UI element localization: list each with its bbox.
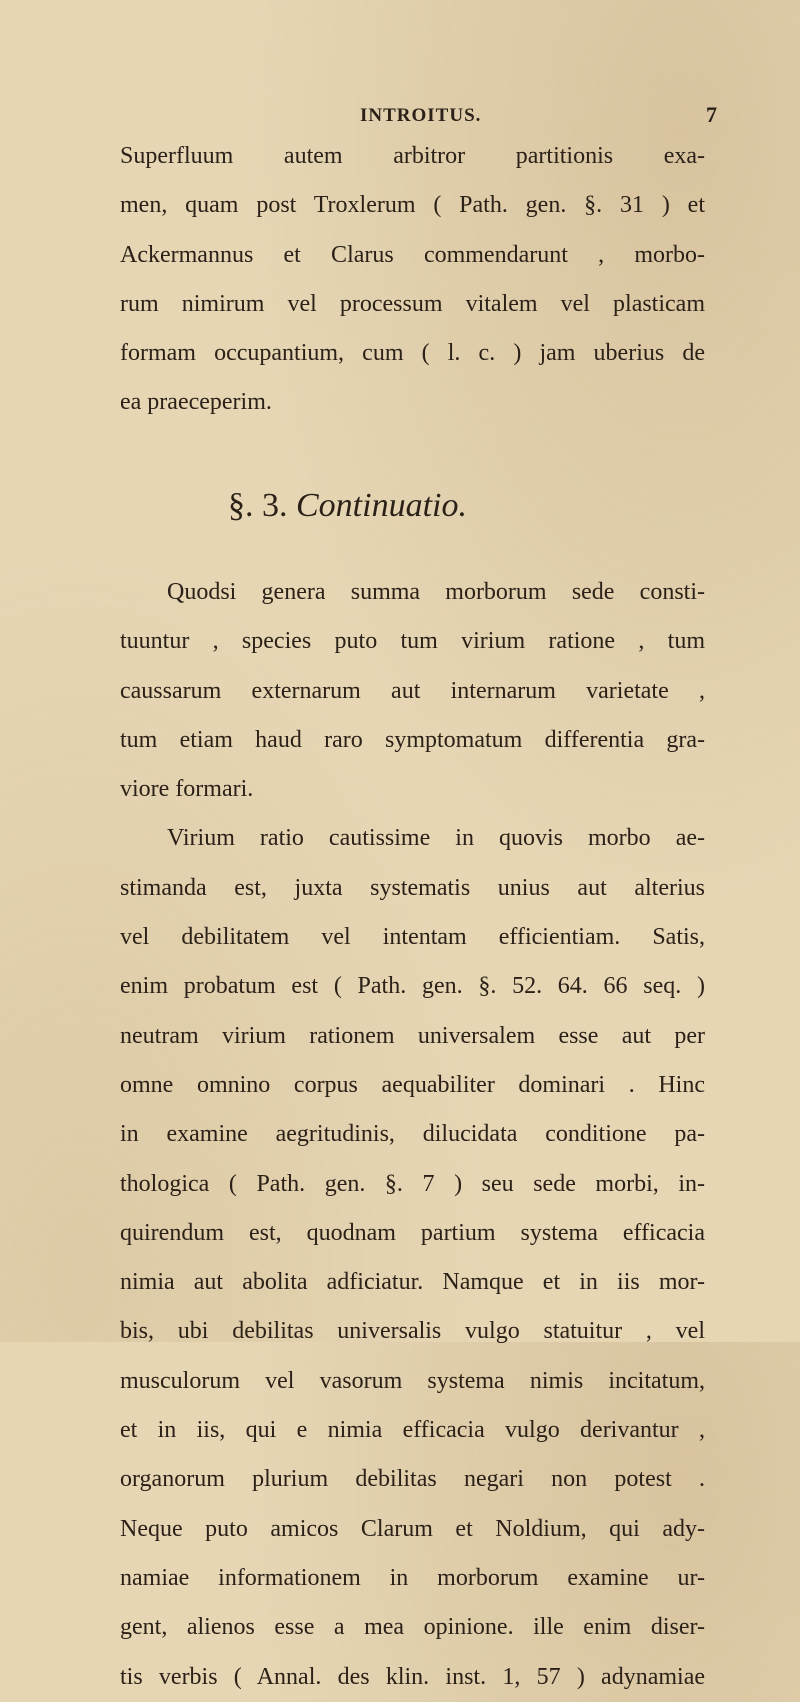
text-line: tum etiam haud raro symptomatum differentia gra- — [120, 726, 705, 753]
text-line: enim probatum est ( Path. gen. §. 52. 64. 66 seq. ) — [120, 973, 705, 1000]
section-title: Continuatio. — [296, 487, 467, 524]
text-line: Virium ratio cautissime in quovis morbo ae- — [167, 825, 705, 852]
text-line: gent, alienos esse a mea opinione. ille enim diser- — [120, 1614, 705, 1641]
text-line: quirendum est, quodnam partium systema efficacia — [120, 1219, 705, 1246]
text-line: formam occupantium, cum ( l. c. ) jam uberius de — [120, 340, 705, 367]
text-line: et in iis, qui e nimia efficacia vulgo derivantur , — [120, 1417, 705, 1444]
text-line: omne omnino corpus aequabiliter dominari . Hinc — [120, 1071, 705, 1098]
paragraph-partition — [120, 132, 705, 428]
page-number: 7 — [706, 102, 717, 127]
text-line: tis verbis ( Annal. des klin. inst. 1, 57 ) adynamiae — [120, 1663, 705, 1690]
section-number: §. 3. — [228, 487, 288, 524]
text-line: organorum plurium debilitas negari non potest . — [120, 1466, 705, 1493]
text-line: nimia aut abolita adficiatur. Namque et in iis mor- — [120, 1269, 705, 1296]
text-line: Superfluum autem arbitror partitionis exa- — [120, 143, 705, 169]
text-line: neutram virium rationem universalem esse aut per — [120, 1022, 705, 1049]
text-line: Ackermannus et Clarus commendarunt , morbo- — [120, 241, 705, 268]
text-line: Quodsi genera summa morborum sede consti- — [167, 579, 705, 605]
text-line: Neque puto amicos Clarum et Noldium, qui ady- — [120, 1515, 705, 1542]
text-line: tuuntur , species puto tum virium ratione , tum — [120, 628, 705, 655]
text-line: in examine aegritudinis, dilucidata conditione pa- — [120, 1121, 705, 1148]
text-line: musculorum vel vasorum systema nimis incitatum, — [120, 1367, 705, 1394]
text-line: rum nimirum vel processum vitalem vel plasticam — [120, 290, 705, 317]
text-line: bis, ubi debilitas universalis vulgo statuitur , vel — [120, 1318, 705, 1345]
text-line: men, quam post Troxlerum ( Path. gen. §. 31 ) et — [120, 192, 705, 219]
text-line: thologica ( Path. gen. §. 7 ) seu sede morbi, in- — [120, 1170, 705, 1197]
text-line: namiae informationem in morborum examine ur- — [120, 1564, 705, 1591]
section-heading — [228, 487, 467, 525]
text-line: vel debilitatem vel intentam efficientiam. Satis, — [120, 924, 705, 951]
text-line: viore formari. — [120, 776, 254, 803]
text-line: ea praeceperim. — [120, 389, 272, 416]
running-head: INTROITUS. — [360, 105, 482, 126]
paragraph-genera — [120, 568, 705, 1702]
text-line: stimanda est, juxta systematis unius aut alterius — [120, 874, 705, 901]
text-line: caussarum externarum aut internarum varietate , — [120, 677, 705, 704]
